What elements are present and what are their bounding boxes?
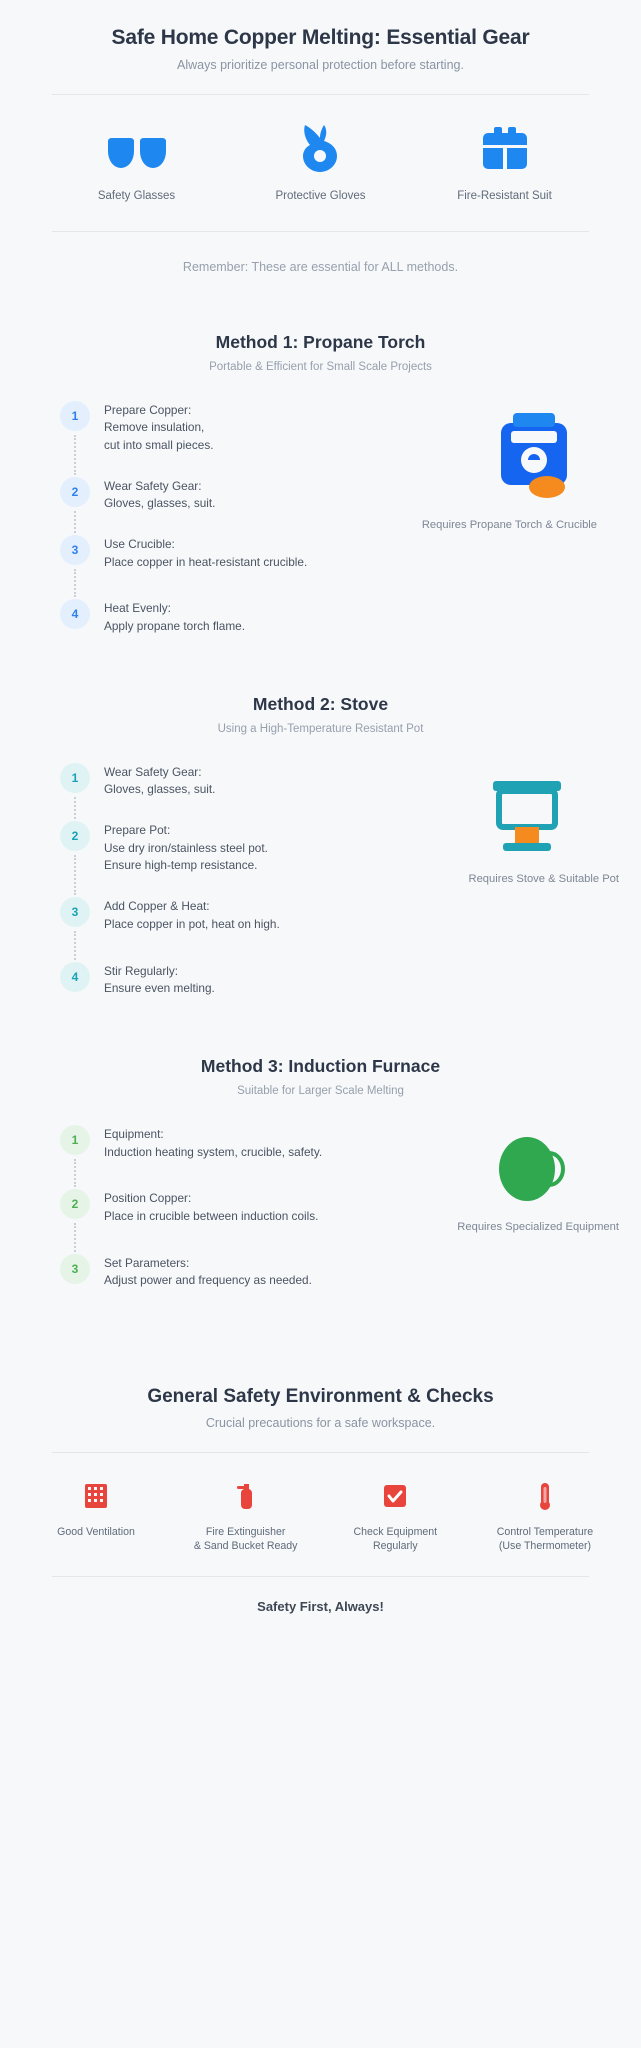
step-line: Gloves, glasses, suit. <box>104 496 216 511</box>
step-text <box>90 401 214 455</box>
step-text <box>90 477 215 513</box>
step-heading: Equipment: <box>104 1126 164 1141</box>
step-line: Place copper in heat-resistant crucible. <box>104 554 308 569</box>
method-1-caption: Requires Propane Torch & Crucible <box>421 518 597 531</box>
method-3-section <box>0 998 641 1290</box>
step-heading: Prepare Pot: <box>104 823 171 838</box>
method-title: Method 2: Stove <box>252 693 389 714</box>
safety-label-line: (Use Thermometer) <box>498 1540 592 1553</box>
gear-label: Safety Glasses <box>97 190 176 202</box>
step-item <box>60 962 601 998</box>
safety-checks-row <box>0 1453 641 1554</box>
step-text <box>90 897 280 933</box>
page-subtitle: Always prioritize personal protection before starting. <box>177 58 464 72</box>
step-connector <box>74 511 76 533</box>
method-subtitle: Portable & Efficient for Small Scale Projects <box>209 360 432 373</box>
step-connector <box>74 797 76 819</box>
step-number: 4 <box>60 962 90 992</box>
step-number: 1 <box>60 401 90 431</box>
safety-item-ventilation <box>36 1479 156 1554</box>
step-connector <box>74 855 76 895</box>
step-heading: Prepare Copper: <box>104 402 192 417</box>
step-item <box>60 1125 601 1189</box>
step-connector <box>74 931 76 959</box>
safety-label-line: Regularly <box>372 1540 418 1553</box>
safety-title: General Safety Environment & Checks <box>147 1386 494 1408</box>
method-2-caption: Requires Stove & Suitable Pot <box>468 872 619 885</box>
step-number: 3 <box>60 897 90 927</box>
gear-label: Fire-Resistant Suit <box>457 190 552 202</box>
footer-note: Safety First, Always! <box>257 1598 384 1614</box>
method-2-section <box>0 636 641 998</box>
step-heading: Wear Safety Gear: <box>104 764 202 779</box>
step-line: cut into small pieces. <box>104 437 214 452</box>
method-3-body <box>0 1125 641 1290</box>
step-line: Place copper in pot, heat on high. <box>104 916 280 931</box>
step-line: Ensure even melting. <box>104 981 215 996</box>
step-text <box>90 599 245 635</box>
method-title: Method 3: Induction Furnace <box>200 1055 441 1076</box>
gear-item-fire-resistant-suit <box>440 121 570 205</box>
step-heading: Heat Evenly: <box>104 601 171 616</box>
step-line: Remove insulation, <box>104 420 205 435</box>
step-line: Adjust power and frequency as needed. <box>104 1273 312 1288</box>
step-text <box>90 763 215 799</box>
step-line: Place in crucible between induction coils. <box>104 1208 319 1223</box>
safety-label-line: & Sand Bucket Ready <box>193 1540 298 1553</box>
step-item <box>60 821 601 897</box>
method-2-body <box>0 763 641 998</box>
safety-item-fire-extinguisher <box>186 1479 306 1554</box>
step-heading: Set Parameters: <box>104 1255 190 1270</box>
safety-label-line: Fire Extinguisher <box>205 1526 286 1539</box>
safety-item-check-equipment <box>335 1479 455 1554</box>
gear-item-safety-glasses <box>72 121 202 205</box>
safety-label-line: Control Temperature <box>496 1526 594 1539</box>
step-number: 4 <box>60 599 90 629</box>
safety-subtitle: Crucial precautions for a safe workspace. <box>205 1416 436 1431</box>
safety-item-control-temperature <box>485 1479 605 1554</box>
gear-label: Protective Gloves <box>275 190 366 202</box>
gear-item-protective-gloves <box>256 121 386 205</box>
safety-label <box>186 1525 306 1554</box>
method-1-section <box>0 274 641 636</box>
step-connector <box>74 569 76 597</box>
step-text <box>90 1254 312 1290</box>
checkbox-checked-icon <box>335 1479 455 1513</box>
step-number: 1 <box>60 763 90 793</box>
remember-note: Remember: These are essential for ALL methods. <box>182 259 459 274</box>
step-line: Apply propane torch flame. <box>104 619 245 634</box>
method-1-body <box>0 401 641 636</box>
hero-section <box>0 0 641 72</box>
fire-resistant-suit-icon <box>440 121 570 177</box>
method-title: Method 1: Propane Torch <box>215 331 426 352</box>
step-number: 3 <box>60 535 90 565</box>
safety-label <box>36 1525 156 1539</box>
step-heading: Add Copper & Heat: <box>104 899 210 914</box>
method-3-steps <box>60 1125 601 1290</box>
step-text <box>90 1125 322 1161</box>
step-item <box>60 599 601 635</box>
step-connector <box>74 1223 76 1251</box>
step-heading: Use Crucible: <box>104 536 175 551</box>
step-number: 2 <box>60 477 90 507</box>
method-subtitle: Using a High-Temperature Resistant Pot <box>217 722 424 735</box>
step-text <box>90 821 268 875</box>
safety-label <box>335 1525 455 1554</box>
step-heading: Position Copper: <box>104 1191 192 1206</box>
essential-gear-row <box>0 95 641 209</box>
ventilation-grid-icon <box>36 1479 156 1513</box>
method-3-caption: Requires Specialized Equipment <box>457 1220 619 1233</box>
step-item <box>60 401 601 477</box>
step-number: 3 <box>60 1254 90 1284</box>
step-item <box>60 1254 601 1290</box>
step-item <box>60 1189 601 1253</box>
bottom-spacer <box>0 1614 641 1654</box>
step-item <box>60 897 601 961</box>
general-safety-section <box>0 1290 641 1614</box>
step-line: Use dry iron/stainless steel pot. <box>104 840 268 855</box>
thermometer-icon <box>485 1479 605 1513</box>
safety-label-line: Check Equipment <box>353 1526 438 1539</box>
step-number: 2 <box>60 821 90 851</box>
step-line: Ensure high-temp resistance. <box>104 858 258 873</box>
step-connector <box>74 435 76 475</box>
method-subtitle: Suitable for Larger Scale Melting <box>237 1084 404 1097</box>
step-item <box>60 535 601 599</box>
method-1-steps <box>60 401 601 636</box>
step-item <box>60 477 601 535</box>
step-text <box>90 1189 318 1225</box>
step-line: Gloves, glasses, suit. <box>104 782 216 797</box>
step-item <box>60 763 601 821</box>
step-connector <box>74 1159 76 1187</box>
page-title: Safe Home Copper Melting: Essential Gear <box>111 26 530 49</box>
protective-gloves-icon <box>256 121 386 177</box>
step-text <box>90 535 307 571</box>
step-heading: Stir Regularly: <box>104 963 179 978</box>
step-heading: Wear Safety Gear: <box>104 478 202 493</box>
step-text <box>90 962 215 998</box>
step-line: Induction heating system, crucible, safety. <box>104 1144 323 1159</box>
step-number: 1 <box>60 1125 90 1155</box>
method-2-steps <box>60 763 601 998</box>
safety-label-line: Good Ventilation <box>57 1526 135 1539</box>
safety-glasses-icon <box>72 121 202 177</box>
safety-label <box>485 1525 605 1554</box>
step-number: 2 <box>60 1189 90 1219</box>
fire-extinguisher-icon <box>186 1479 306 1513</box>
